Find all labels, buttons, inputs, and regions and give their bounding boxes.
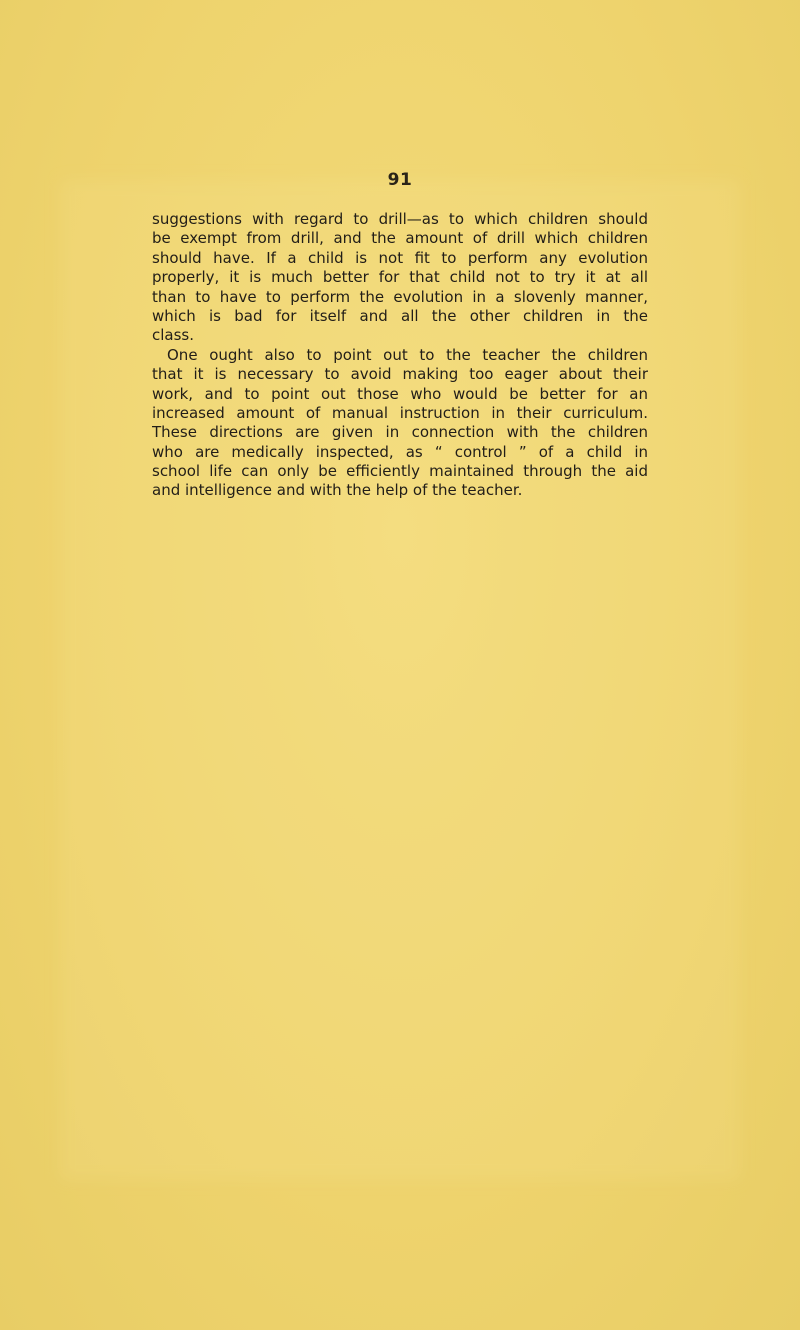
text-line: and intelligence and with the help of the teacher. <box>152 481 523 500</box>
text-line: which is bad for itself and all the other children in the <box>152 306 648 325</box>
text-line: These directions are given in connection with the children <box>152 423 648 442</box>
paragraph-2 <box>152 346 648 501</box>
page-number: 91 <box>387 170 413 190</box>
text-line: work, and to point out those who would be better for an <box>152 384 648 403</box>
text-line: properly, it is much better for that child not to try it at all <box>152 268 648 287</box>
text-line: class. <box>152 326 195 345</box>
text-line: school life can only be efficiently maintained through the aid <box>152 462 648 481</box>
text-line: suggestions with regard to drill—as to which children should <box>152 210 648 228</box>
text-line: One ought also to point out to the teacher the children <box>167 345 648 364</box>
body-text <box>152 210 648 501</box>
text-line: increased amount of manual instruction in their curriculum. <box>152 403 648 422</box>
text-line: than to have to perform the evolution in a slovenly manner, <box>152 287 648 306</box>
text-line: be exempt from drill, and the amount of drill which children <box>152 229 648 248</box>
text-line: that it is necessary to avoid making too eager about their <box>152 365 648 384</box>
paragraph-1 <box>152 210 648 346</box>
text-line: who are medically inspected, as “ control ” of a child in <box>152 442 648 461</box>
text-line: should have. If a child is not fit to perform any evolution <box>152 248 648 267</box>
